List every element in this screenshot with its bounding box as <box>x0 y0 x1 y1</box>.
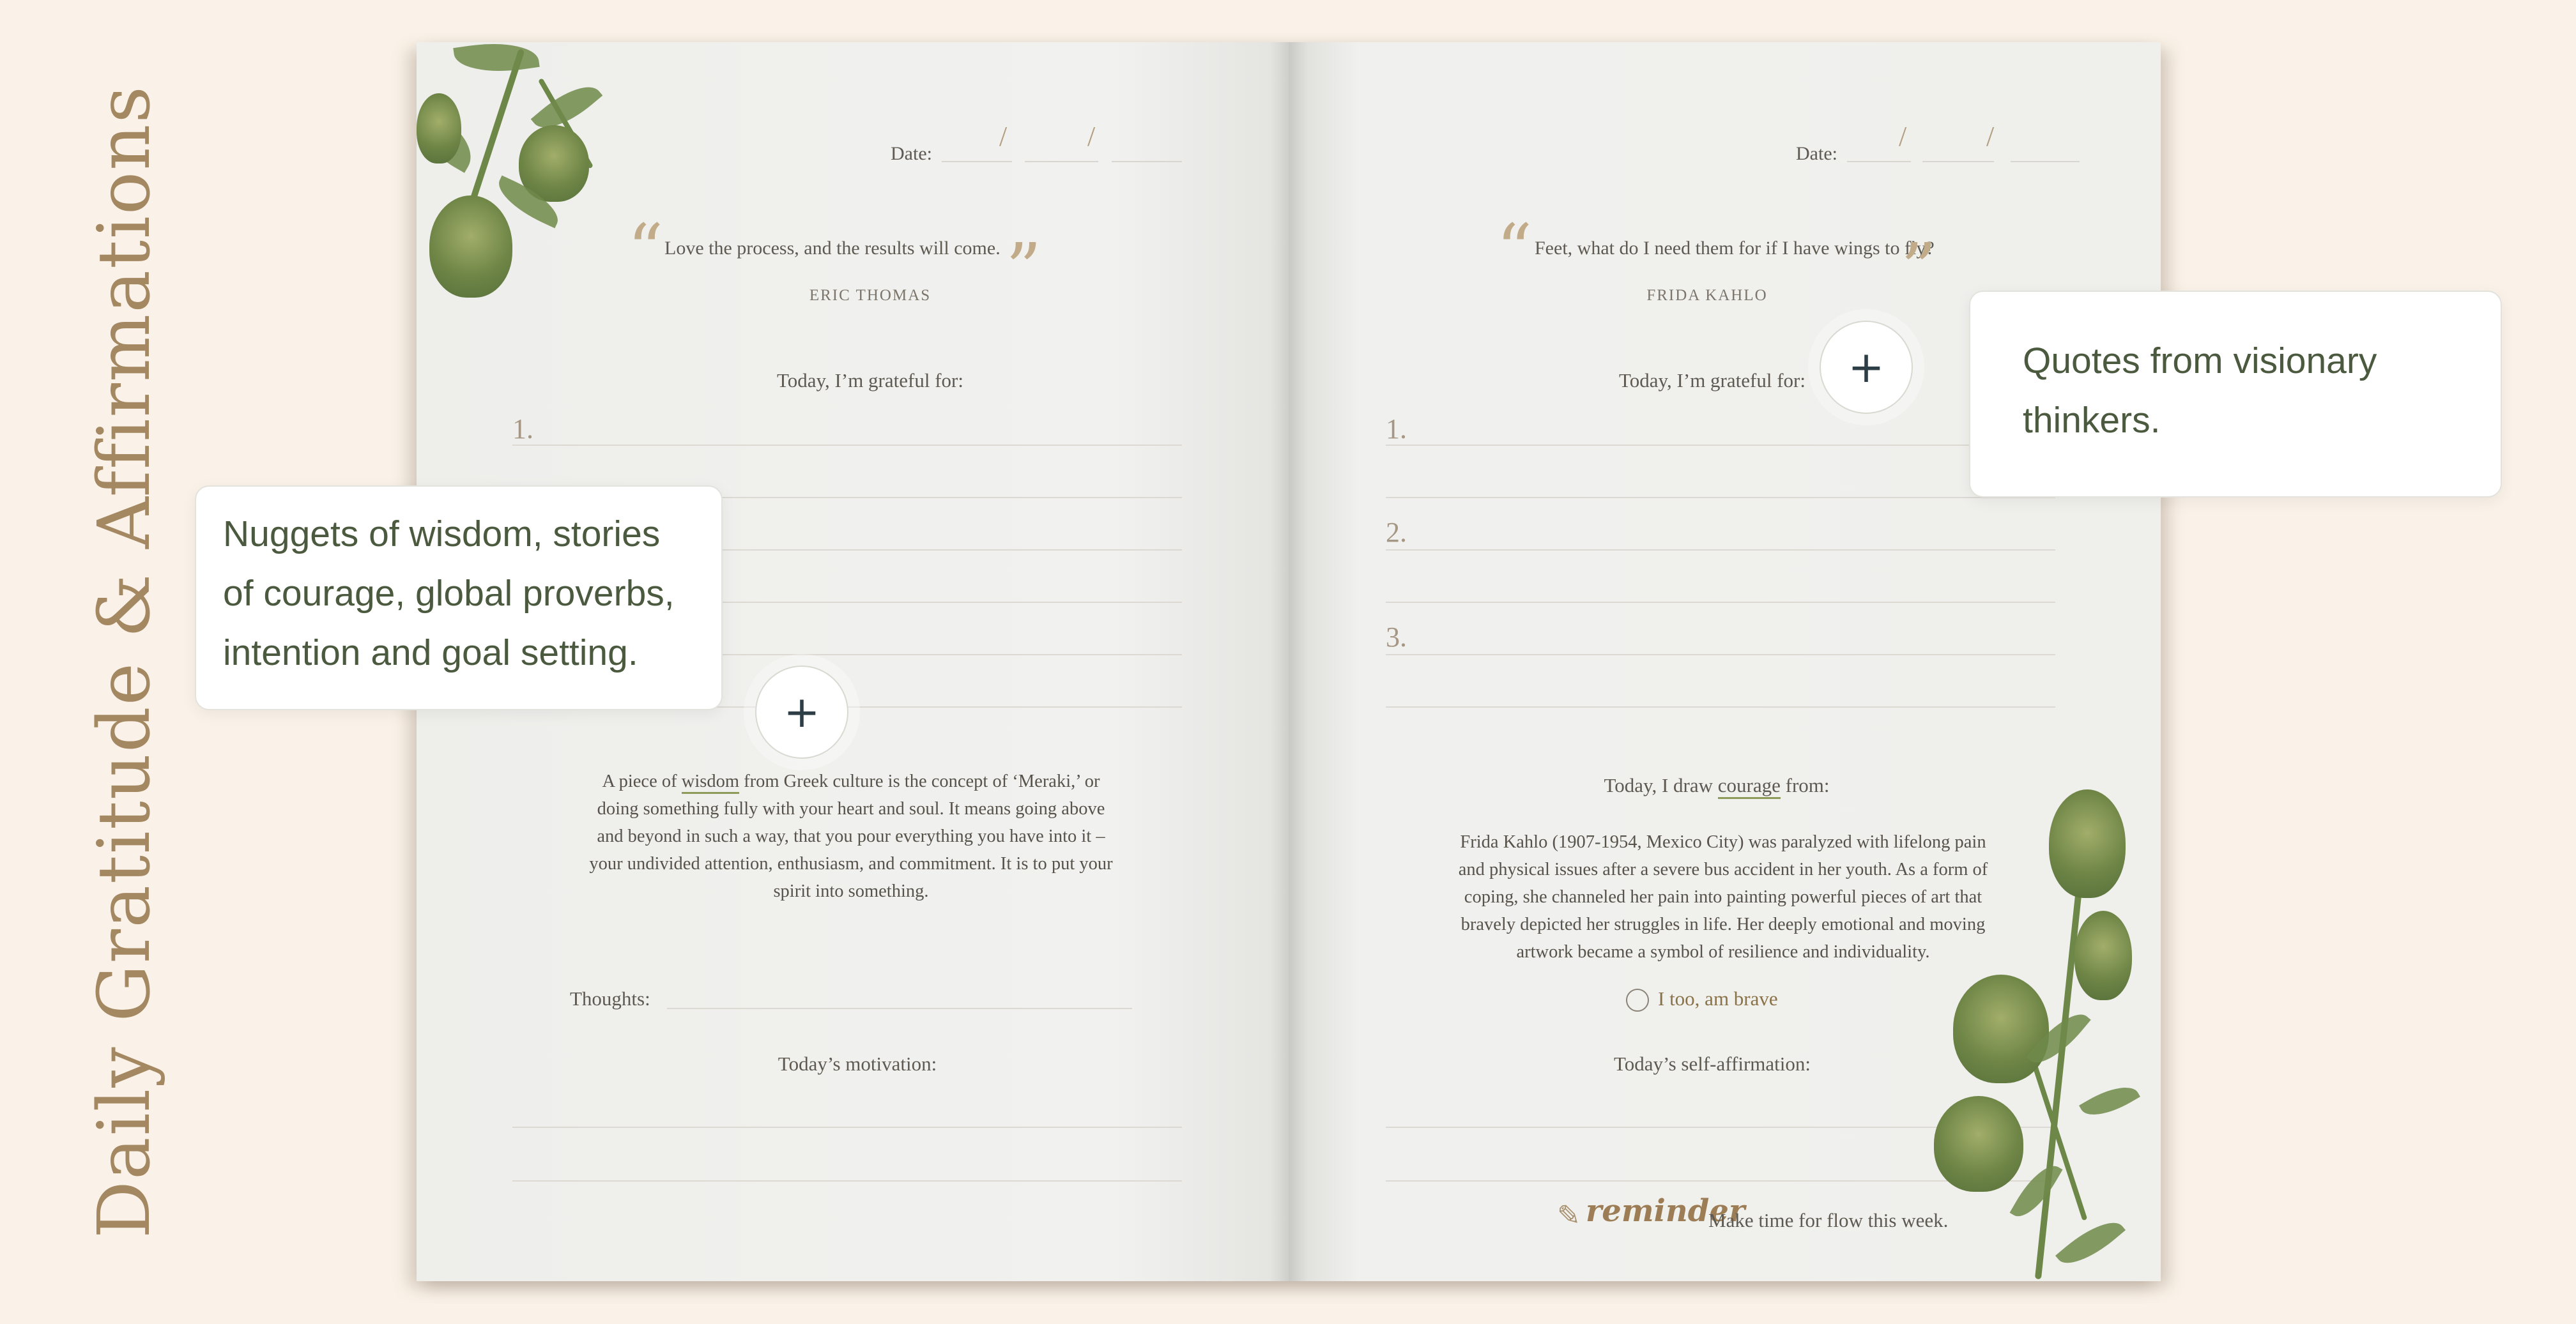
motivation-line[interactable] <box>512 1180 1182 1182</box>
right-page <box>1289 42 2161 1281</box>
date-field-day[interactable] <box>942 161 1012 162</box>
gratitude-line[interactable] <box>1386 445 2055 446</box>
date-field-month[interactable] <box>1922 161 1994 162</box>
feather-icon: ✎ <box>1557 1199 1581 1232</box>
list-number: 1. <box>1386 413 1407 445</box>
quote-text: Love the process, and the results will come. <box>664 238 1000 259</box>
date-label: Date: <box>1796 143 1837 164</box>
wisdom-text: doing something fully with your heart and soul. It means going above <box>597 799 1105 819</box>
callout-line: thinkers. <box>2023 400 2161 441</box>
grateful-heading: Today, I’m grateful for: <box>777 369 963 392</box>
date-field-day[interactable] <box>1847 161 1911 162</box>
courage-heading <box>1557 774 1876 797</box>
date-slash: / <box>999 121 1008 152</box>
quote-open-mark: “ <box>627 209 664 291</box>
thoughts-label: Thoughts: <box>570 987 650 1010</box>
side-title: Daily Gratitude & Affirmations <box>83 85 166 1238</box>
date-field-month[interactable] <box>1025 161 1098 162</box>
date-field-year[interactable] <box>1112 161 1182 162</box>
courage-heading-text: from: <box>1780 774 1830 796</box>
date-slash: / <box>1986 121 1995 152</box>
courage-highlight: courage <box>1718 774 1781 799</box>
callout-line: intention and goal setting. <box>223 632 638 673</box>
gratitude-line[interactable] <box>1386 549 2055 551</box>
plus-icon[interactable]: + <box>755 666 848 759</box>
callout-line: Nuggets of wisdom, stories <box>223 514 661 554</box>
courage-heading-text: Today, I draw <box>1604 774 1718 796</box>
date-field-year[interactable] <box>2011 161 2080 162</box>
reminder-script: reminder <box>1586 1193 1745 1229</box>
list-number: 1. <box>512 413 533 445</box>
gratitude-line[interactable] <box>1386 706 2055 708</box>
story-text: artwork became a symbol of resilience and individuality. <box>1516 942 1930 962</box>
book-gutter <box>1269 42 1308 1281</box>
callout-left <box>195 485 723 710</box>
quote-close-mark: ” <box>1006 228 1042 310</box>
quote-text: Feet, what do I need them for if I have wings to fly? <box>1535 238 1935 259</box>
callout-right-text <box>2023 331 2377 450</box>
story-paragraph <box>1404 828 2043 966</box>
wisdom-text: your undivided attention, enthusiasm, and commitment. It is to put your <box>589 854 1113 874</box>
plus-icon[interactable]: + <box>1820 321 1913 414</box>
date-slash: / <box>1899 121 1907 152</box>
motivation-heading: Today’s motivation: <box>778 1053 937 1075</box>
callout-right <box>1969 291 2502 498</box>
grateful-heading: Today, I’m grateful for: <box>1619 369 1805 392</box>
list-number: 2. <box>1386 517 1407 548</box>
wisdom-paragraph <box>532 768 1170 905</box>
list-number: 3. <box>1386 621 1407 653</box>
wisdom-text: spirit into something. <box>773 881 929 901</box>
callout-line: Quotes from visionary <box>2023 340 2377 381</box>
gratitude-line[interactable] <box>1386 654 2055 655</box>
reminder-text: Make time for flow this week. <box>1708 1209 1949 1231</box>
wisdom-text: from Greek culture is the concept of ‘Meraki,’ or <box>739 772 1100 791</box>
quote-author: ERIC THOMAS <box>809 287 931 304</box>
wisdom-highlight: wisdom <box>682 772 739 794</box>
brave-checkbox[interactable] <box>1626 989 1649 1012</box>
story-text: and physical issues after a severe bus accident in her youth. As a form of <box>1458 860 1988 879</box>
date-label: Date: <box>891 143 932 164</box>
date-slash: / <box>1087 121 1096 152</box>
brave-label: I too, am brave <box>1658 987 1778 1010</box>
gratitude-line[interactable] <box>1386 602 2055 603</box>
affirmation-heading: Today’s self-affirmation: <box>1613 1053 1811 1075</box>
wisdom-text: and beyond in such a way, that you pour everything you have into it – <box>597 826 1105 846</box>
quote-open-mark: “ <box>1496 209 1533 291</box>
callout-left-text <box>223 505 675 683</box>
callout-line: of courage, global proverbs, <box>223 573 675 614</box>
story-text: bravely depicted her struggles in life. Her deeply emotional and moving <box>1460 915 1986 934</box>
quote-close-mark: ” <box>1901 228 1937 310</box>
quote-author: FRIDA KAHLO <box>1646 287 1768 304</box>
gratitude-line[interactable] <box>1386 497 2055 498</box>
story-text: Frida Kahlo (1907-1954, Mexico City) was paralyzed with lifelong pain <box>1460 832 1986 852</box>
motivation-line[interactable] <box>512 1127 1182 1128</box>
wisdom-text: A piece of <box>602 772 682 791</box>
gratitude-line[interactable] <box>512 445 1182 446</box>
thoughts-line[interactable] <box>667 1008 1132 1009</box>
story-text: coping, she channeled her pain into painting powerful pieces of art that <box>1464 887 1982 907</box>
